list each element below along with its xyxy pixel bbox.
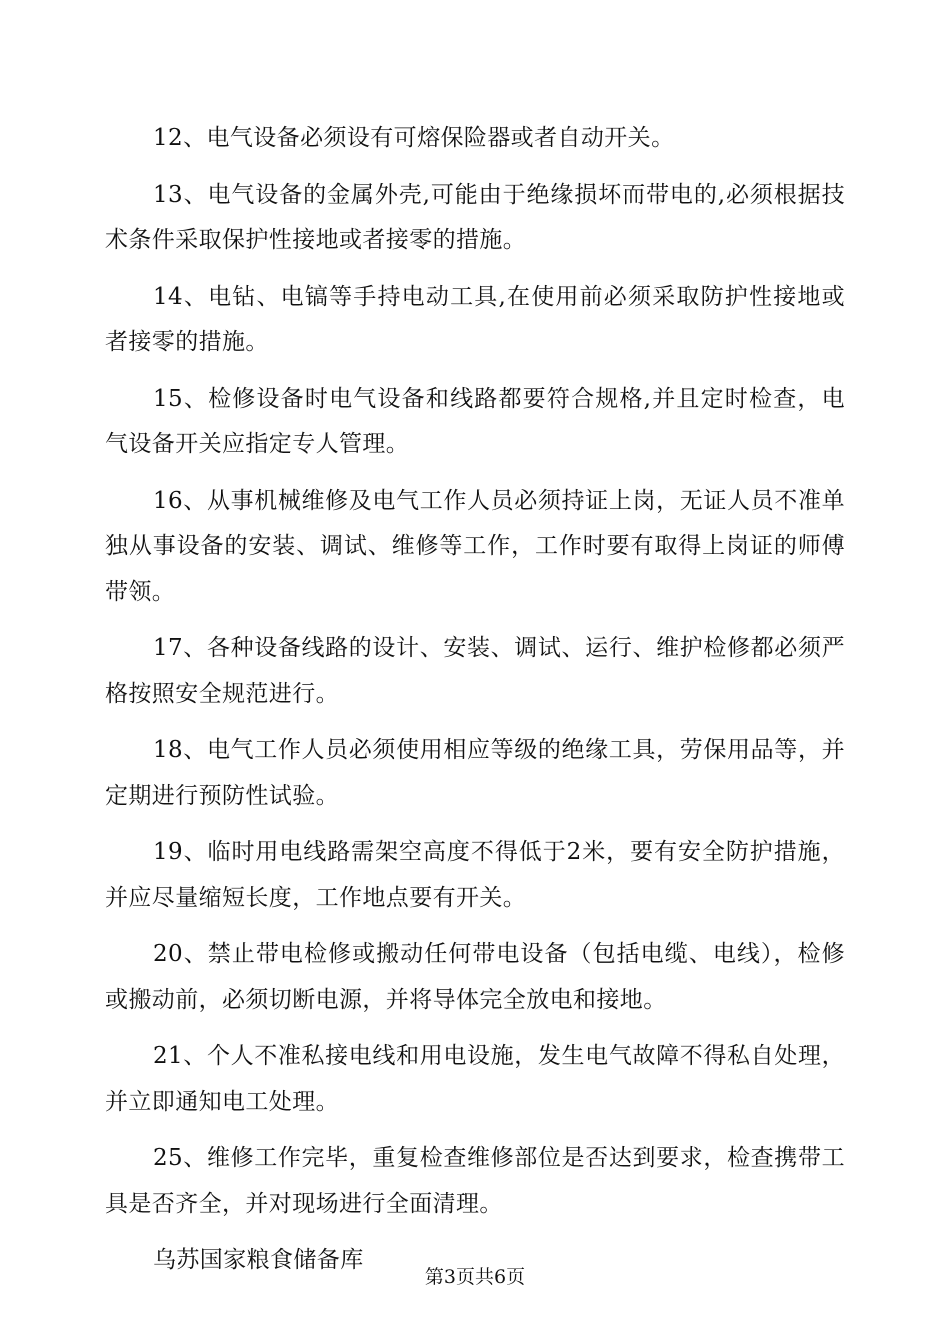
signature-organization: 乌苏国家粮食储备库 <box>153 1247 364 1273</box>
paragraph-rule-15: 15、检修设备时电气设备和线路都要符合规格,并且定时检查，电气设备开关应指定专人管理。 <box>105 385 845 457</box>
paragraph-rule-20: 20、禁止带电检修或搬动任何带电设备（包括电缆、电线），检修或搬动前，必须切断电源，并将导体完全放电和接地。 <box>105 941 845 1013</box>
paragraph-rule-13: 13、电气设备的金属外壳,可能由于绝缘损坏而带电的,必须根据技术条件采取保护性接地或者接零的措施。 <box>105 181 845 253</box>
paragraph-rule-21: 21、个人不准私接电线和用电设施，发生电气故障不得私自处理，并立即通知电工处理。 <box>105 1043 845 1115</box>
paragraph-rule-16: 16、从事机械维修及电气工作人员必须持证上岗，无证人员不准单独从事设备的安装、调试、维修等工作，工作时要有取得上岗证的师傅带领。 <box>105 487 845 605</box>
paragraph-rule-12: 12、电气设备必须设有可熔保险器或者自动开关。 <box>153 125 675 151</box>
paragraph-rule-17: 17、各种设备线路的设计、安装、调试、运行、维护检修都必须严格按照安全规范进行。 <box>105 635 845 707</box>
paragraph-rule-25: 25、维修工作完毕，重复检查维修部位是否达到要求，检查携带工具是否齐全，并对现场进行全面清理。 <box>105 1145 845 1217</box>
paragraph-rule-18: 18、电气工作人员必须使用相应等级的绝缘工具，劳保用品等，并定期进行预防性试验。 <box>105 737 845 809</box>
paragraph-rule-14: 14、电钻、电镐等手持电动工具,在使用前必须采取防护性接地或者接零的措施。 <box>105 283 845 355</box>
page-number-footer: 第3页共6页 <box>424 1266 526 1288</box>
paragraph-rule-19: 19、临时用电线路需架空高度不得低于2米，要有安全防护措施，并应尽量缩短长度，工作地点要有开关。 <box>105 839 845 911</box>
document-body <box>105 116 845 1295</box>
